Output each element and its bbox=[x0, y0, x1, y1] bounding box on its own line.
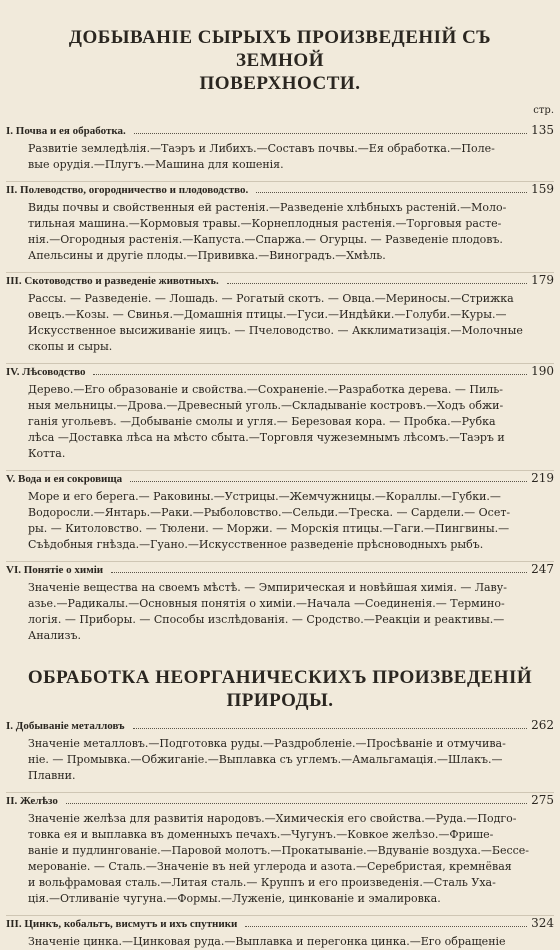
toc-section bbox=[6, 561, 554, 644]
section-title: V. Вода и ея сокровища bbox=[6, 473, 123, 485]
page-number: 190 bbox=[531, 364, 554, 378]
section-summary bbox=[6, 580, 554, 644]
page-column-label: стр. bbox=[533, 105, 554, 116]
page-number: 262 bbox=[531, 718, 554, 732]
part-title-line: ДОБЫВАНІЕ СЫРЫХЪ ПРОИЗВЕДЕНІЙ СЪ ЗЕМНОЙ bbox=[68, 27, 492, 71]
page-number: 219 bbox=[531, 471, 554, 485]
part-title bbox=[24, 666, 536, 712]
summary-line: Море и его берега.— Раковины.—Устрицы.—Жемчужницы.—Кораллы.—Губки.— bbox=[28, 490, 501, 503]
summary-line: Значеніе желѣза для развитія народовъ.—Химическія его свойства.—Руда.—Подго- bbox=[28, 812, 517, 825]
summary-line: овецъ.—Козы. — Свинья.—Домашнія птицы.—Гуси.—Индѣйки.—Голуби.—Куры.— bbox=[28, 308, 507, 321]
page-number: 247 bbox=[531, 562, 554, 576]
summary-line: вые орудія.—Плугъ.—Машина для кошенія. bbox=[28, 158, 284, 171]
summary-line: мерованіе. — Сталь.—Значеніе въ ней углерода и азота.—Серебристая, кремнёвая bbox=[28, 860, 512, 873]
page-number: 324 bbox=[531, 916, 554, 930]
toc-section bbox=[6, 792, 554, 907]
dot-leader bbox=[227, 283, 527, 284]
section-title: IV. Лѣсоводство bbox=[6, 366, 86, 378]
toc-entry[interactable] bbox=[6, 793, 554, 807]
section-summary bbox=[6, 489, 554, 553]
summary-line: логія. — Приборы. — Способы изслѣдованія. — Сродство.—Реакціи и реактивы.— bbox=[28, 613, 505, 626]
dot-leader bbox=[111, 572, 527, 573]
toc-section bbox=[6, 363, 554, 462]
section-title: III. Скотоводство и разведеніе животныхъ. bbox=[6, 275, 219, 287]
page-number: 275 bbox=[531, 793, 554, 807]
summary-line: азье.—Радикалы.—Основныя понятія о химіи.—Начала —Соединенія.— Термино- bbox=[28, 597, 505, 610]
section-summary bbox=[6, 141, 554, 173]
toc-entry[interactable] bbox=[6, 364, 554, 378]
dot-leader bbox=[245, 926, 527, 927]
summary-line: Плавни. bbox=[28, 769, 76, 782]
toc-entry[interactable] bbox=[6, 562, 554, 576]
section-title: VI. Понятіе о химіи bbox=[6, 564, 104, 576]
part-title bbox=[24, 26, 536, 95]
summary-line: Анализъ. bbox=[28, 629, 82, 642]
section-title: I. Добываніе металловъ bbox=[6, 720, 125, 732]
summary-line: Рассы. — Разведеніе. — Лошадь. — Рогатый скотъ. — Овца.—Мериносы.—Стрижка bbox=[28, 292, 514, 305]
summary-line: Значеніе металловъ.—Подготовка руды.—Раздробленіе.—Просѣваніе и отмучива- bbox=[28, 737, 506, 750]
summary-line: ція.—Отливаніе чугуна.—Формы.—Луженіе, цинкованіе и эмалировка. bbox=[28, 892, 441, 905]
summary-line: товка ея и выплавка въ доменныхъ печахъ.—Чугунъ.—Ковкое желѣзо.—Фрише- bbox=[28, 828, 494, 841]
toc-entry[interactable] bbox=[6, 182, 554, 196]
toc-entry[interactable] bbox=[6, 718, 554, 732]
section-title: II. Желѣзо bbox=[6, 795, 58, 807]
summary-line: и вольфрамовая сталь.—Литая сталь.— Круппъ и его произведенія.—Сталь Уха- bbox=[28, 876, 496, 889]
summary-line: ніе. — Промывка.—Обжиганіе.—Выплавка съ углемъ.—Амальгамація.—Шлакъ.— bbox=[28, 753, 503, 766]
section-summary bbox=[6, 811, 554, 907]
section-summary bbox=[6, 934, 554, 950]
dot-leader bbox=[93, 374, 527, 375]
section-summary bbox=[6, 382, 554, 462]
section-summary bbox=[6, 736, 554, 784]
summary-line: ныя мельницы.—Дрова.—Древесный уголь.—Складываніе костровъ.—Ходъ обжи- bbox=[28, 399, 504, 412]
toc-section bbox=[6, 272, 554, 355]
toc-section bbox=[6, 123, 554, 173]
dot-leader bbox=[256, 192, 527, 193]
toc-entry[interactable] bbox=[6, 273, 554, 287]
summary-line: ганія угольевъ. —Добываніе смолы и угля.— Березовая кора. — Пробка.—Рубка bbox=[28, 415, 496, 428]
toc-section bbox=[6, 718, 554, 784]
dot-leader bbox=[133, 728, 528, 729]
part-title-line: ОБРАБОТКА НЕОРГАНИЧЕСКИХЪ ПРОИЗВЕДЕНІЙ bbox=[27, 667, 533, 688]
summary-line: нія.—Огородныя растенія.—Капуста.—Спаржа.— Огурцы. — Разведеніе плодовъ. bbox=[28, 233, 503, 246]
summary-line: Съѣдобныя гнѣзда.—Гуано.—Искусственное разведеніе прѣсноводныхъ рыбъ. bbox=[28, 538, 484, 551]
summary-line: Значеніе вещества на своемъ мѣстѣ. — Эмпирическая и новѣйшая химія. — Лаву- bbox=[28, 581, 507, 594]
summary-line: Котта. bbox=[28, 447, 66, 460]
toc-entry[interactable] bbox=[6, 123, 554, 137]
summary-line: ваніе и пудлингованіе.—Паровой молотъ.—Прокатываніе.—Вдуваніе воздуха.—Бессе- bbox=[28, 844, 530, 857]
summary-line: Развитіе земледѣлія.—Таэръ и Либихъ.—Составъ почвы.—Ея обработка.—Поле- bbox=[28, 142, 495, 155]
section-summary bbox=[6, 200, 554, 264]
section-title: II. Полеводство, огородничество и плодоводство. bbox=[6, 184, 249, 196]
page-number: 135 bbox=[531, 123, 554, 137]
summary-line: ры. — Китоловство. — Тюлени. — Моржи. — Морскія птицы.—Гаги.—Пингвины.— bbox=[28, 522, 510, 535]
part-title-line: ПОВЕРХНОСТИ. bbox=[199, 73, 361, 94]
section-title: I. Почва и ея обработка. bbox=[6, 125, 126, 137]
summary-line: скопы и сыры. bbox=[28, 340, 113, 353]
section-summary bbox=[6, 291, 554, 355]
page-number: 179 bbox=[531, 273, 554, 287]
contents-part bbox=[6, 26, 554, 644]
contents-part bbox=[6, 666, 554, 950]
toc-entry[interactable] bbox=[6, 916, 554, 930]
summary-line: Виды почвы и свойственныя ей растенія.—Разведеніе хлѣбныхъ растеній.—Моло- bbox=[28, 201, 507, 214]
summary-line: Значеніе цинка.—Цинковая руда.—Выплавка и перегонка цинка.—Его обращеніе bbox=[28, 935, 506, 948]
summary-line: Дерево.—Его образованіе и свойства.—Сохраненіе.—Разработка дерева. — Пиль- bbox=[28, 383, 503, 396]
page-number: 159 bbox=[531, 182, 554, 196]
summary-line: Апельсины и другіе плоды.—Прививка.—Виноградъ.—Хмѣль. bbox=[28, 249, 386, 262]
dot-leader bbox=[66, 803, 527, 804]
summary-line: лѣса —Доставка лѣса на мѣсто сбыта.—Торговля чужеземнымъ лѣсомъ.—Таэръ и bbox=[28, 431, 505, 444]
toc-entry[interactable] bbox=[6, 471, 554, 485]
summary-line: тильная машина.—Кормовыя травы.—Корнеплодныя растенія.—Торговыя расте- bbox=[28, 217, 502, 230]
summary-line: Искусственное высиживаніе яицъ. — Пчеловодство. — Акклиматизація.—Молочные bbox=[28, 324, 523, 337]
part-title-line: ПРИРОДЫ. bbox=[226, 690, 334, 711]
dot-leader bbox=[130, 481, 527, 482]
toc-section bbox=[6, 470, 554, 553]
summary-line: Водоросли.—Янтарь.—Раки.—Рыболовство.—Сельди.—Треска. — Сардели.— Осет- bbox=[28, 506, 511, 519]
dot-leader bbox=[134, 133, 527, 134]
toc-section bbox=[6, 915, 554, 950]
section-title: III. Цинкъ, кобальтъ, висмутъ и ихъ спутники bbox=[6, 918, 238, 930]
toc-section bbox=[6, 181, 554, 264]
